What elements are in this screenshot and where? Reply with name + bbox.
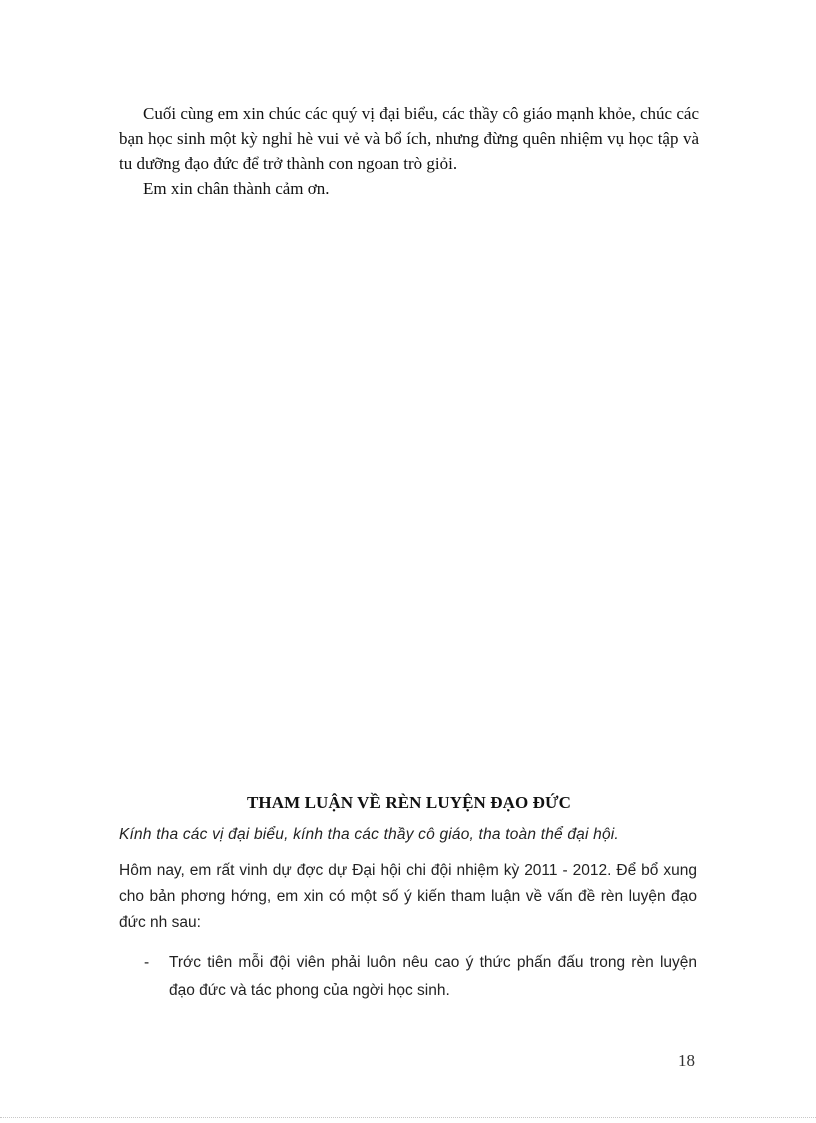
bullet-text: Trớc tiên mỗi đội viên phải luôn nêu cao ý thức phấn đấu trong rèn luyện đạo đức và tác phong của ngời học sinh.: [169, 954, 697, 999]
list-item: [119, 949, 697, 1005]
closing-paragraph: Cuối cùng em xin chúc các quý vị đại biểu, các thầy cô giáo mạnh khỏe, chúc các bạn học sinh một kỳ nghỉ hè vui vẻ và bổ ích, nhưng đừng quên nhiệm vụ học tập và tu dưỡng đạo đức để trở thành con ngoan trò giỏi.: [119, 104, 699, 173]
thank-you-paragraph: Em xin chân thành cảm ơn.: [143, 179, 330, 198]
greeting-line: Kính tha các vị đại biểu, kính tha các thầy cô giáo, tha toàn thể đại hội.: [119, 826, 619, 843]
bullet-marker: -: [144, 954, 150, 971]
page-number: 18: [678, 1051, 695, 1070]
page-bottom-divider: [0, 1117, 816, 1118]
section-title: THAM LUẬN VỀ RÈN LUYỆN ĐẠO ĐỨC: [246, 793, 572, 812]
bullet-list: [119, 949, 697, 1005]
closing-remarks: [119, 101, 699, 201]
intro-paragraph: Hôm nay, em rất vinh dự đợc dự Đại hội chi đội nhiệm kỳ 2011 - 2012. Để bổ xung cho bản phơng hớng, em xin có một số ý kiến tham luận về vấn đề rèn luyện đạo đức nh sau:: [119, 862, 697, 931]
